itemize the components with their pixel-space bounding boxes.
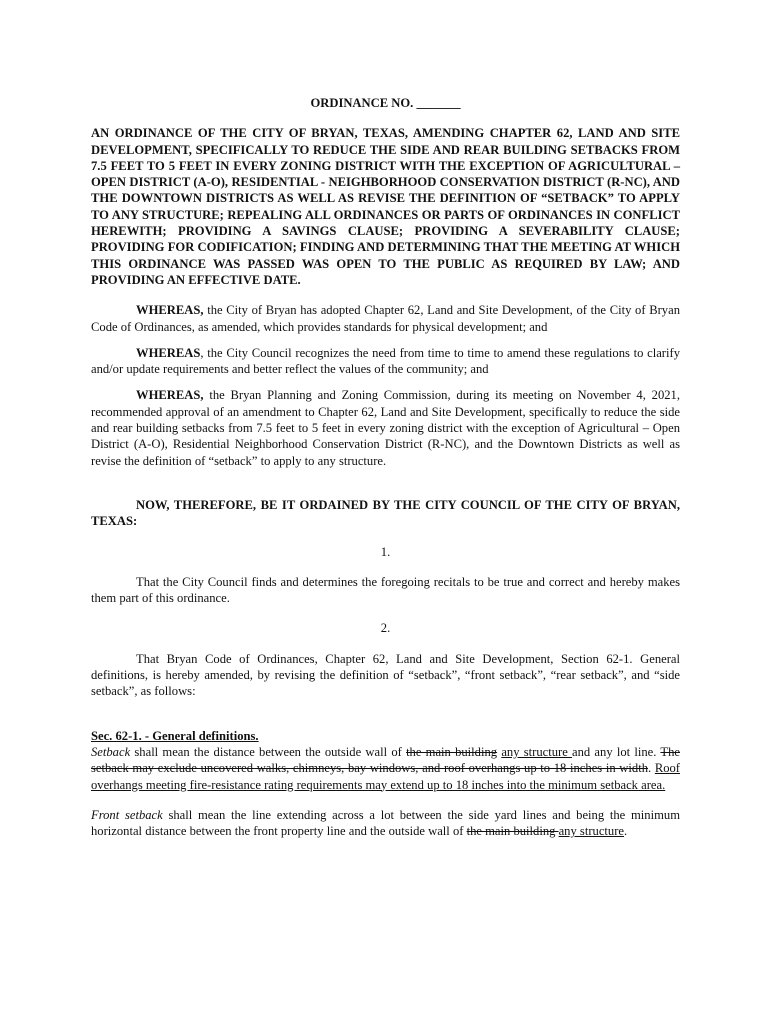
section-1-text: That the City Council finds and determines the foregoing recitals to be true and correct and hereby makes them part of this ordinance. xyxy=(91,574,680,606)
added-text: any structure xyxy=(558,824,624,839)
ordinance-caption: AN ORDINANCE OF THE CITY OF BRYAN, TEXAS, AMENDING CHAPTER 62, LAND AND SITE DEVELOPMENT, SPECIFICALLY TO REDUCE THE SIDE AND REAR BUILDING SETBACKS FROM 7.5 FEET TO 5 FEET IN EVERY ZONING DISTRICT WITH THE EXCEPTION OF AGRICULTURAL – OPEN DISTRICT (A-O), RESIDENTIAL - NEIGHBORHOOD CONSERVATION DISTRICT (R-NC), AND THE DOWNTOWN DISTRICTS AS WELL AS REVISE THE DEFINITION OF “SETBACK” TO APPLY TO ANY STRUCTURE; REPEALING ALL ORDINANCES OR PARTS OF ORDINANCES IN CONFLICT HEREWITH; PROVIDING A SAVINGS CLAUSE; PROVIDING A SEVERABILITY CLAUSE; PROVIDING FOR CODIFICATION; FINDING AND DETERMINING THAT THE MEETING AT WHICH THIS ORDINANCE WAS PASSED WAS OPEN TO THE PUBLIC AS REQUIRED BY LAW; AND PROVIDING AN EFFECTIVE DATE. xyxy=(91,126,680,287)
section-2-text: That Bryan Code of Ordinances, Chapter 62, Land and Site Development, Section 62-1. General definitions, is hereby amended, by revising the definition of “setback”, “front setback”, “rear setback”, and “side setback”, as follows: xyxy=(91,651,680,699)
deleted-text: the main building xyxy=(466,824,559,839)
whereas-lead: WHEREAS, xyxy=(136,388,204,403)
definition-text: . xyxy=(648,761,655,776)
definition-text: and any lot line. xyxy=(572,744,661,759)
added-text: any structure xyxy=(501,744,573,759)
deleted-text: The setback may exclude uncovered walks, chimneys, bay windows, and roof overhangs up to 18 inches in width xyxy=(91,744,680,776)
whereas-paragraph-1 xyxy=(91,302,680,335)
definition-text: shall mean the line extending across a lot between the side yard lines and being the minimum horizontal distance between the front property line and the outside wall of xyxy=(91,807,680,839)
whereas-text: , the City Council recognizes the need from time to time to amend these regulations to clarify and/or update requirements and better reflect the values of the community; and xyxy=(91,345,680,377)
section-heading: Sec. 62-1. - General definitions. xyxy=(91,728,259,743)
front-setback-definition xyxy=(91,807,680,840)
whereas-lead: WHEREAS xyxy=(136,345,201,360)
added-text: Roof overhangs meeting fire-resistance rating requirements may extend up to 18 inches into the minimum setback area. xyxy=(91,761,680,792)
section-number-2: 2. xyxy=(380,621,391,636)
setback-definition xyxy=(91,744,680,793)
whereas-paragraph-3 xyxy=(91,387,680,468)
term-front-setback: Front setback xyxy=(91,807,163,822)
definition-text: shall mean the distance between the outside wall of xyxy=(130,744,407,759)
term-setback: Setback xyxy=(91,744,131,759)
deleted-text: the main building xyxy=(406,744,498,759)
ordinance-title: ORDINANCE NO. _______ xyxy=(310,96,461,110)
definitions-heading xyxy=(91,728,680,744)
whereas-text: the City of Bryan has adopted Chapter 62, Land and Site Development, of the City of Bryan Code of Ordinances, as amended, which provides standards for physical development; and xyxy=(91,303,680,334)
whereas-text: the Bryan Planning and Zoning Commission, during its meeting on November 4, 2021, recommended approval of an amendment to Chapter 62, Land and Site Development, specifically to reduce the side and rear building setbacks from 7.5 feet to 5 feet in every zoning district with the exception of Agricultural – Open District (A-O), Residential Neighborhood Conservation District (R-NC), and the Downtown Districts as well as revise the definition of “setback” to apply to any structure. xyxy=(91,388,680,468)
section-number-1: 1. xyxy=(380,544,391,559)
whereas-paragraph-2 xyxy=(91,345,680,378)
definition-text: . xyxy=(624,824,628,839)
whereas-lead: WHEREAS, xyxy=(136,303,204,318)
ordained-clause: NOW, THEREFORE, BE IT ORDAINED BY THE CITY COUNCIL OF THE CITY OF BRYAN, TEXAS: xyxy=(91,497,680,529)
